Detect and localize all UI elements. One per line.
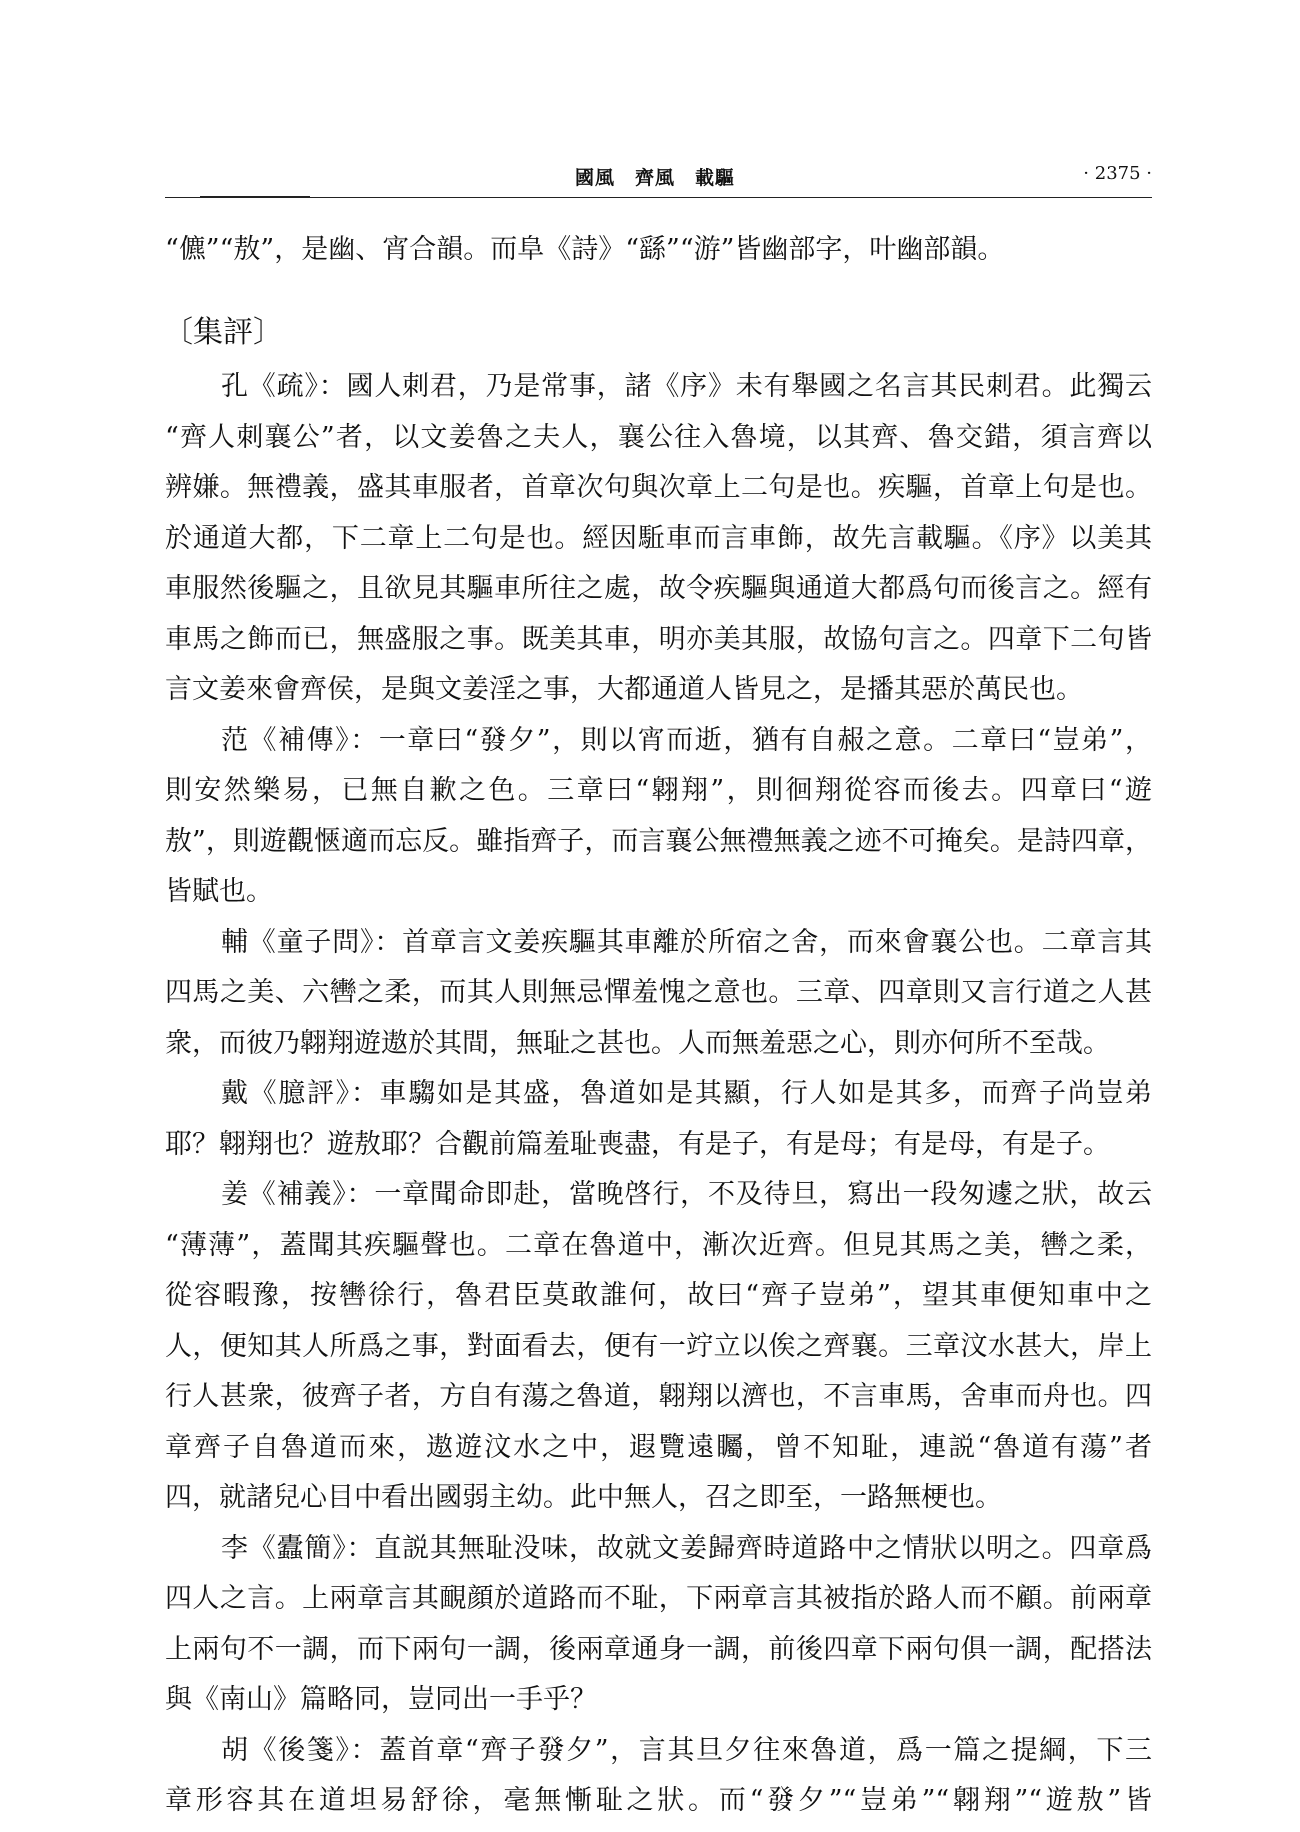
text-line: 於通道大都，下二章上二句是也。經因駈車而言車飾，故先言載驅。《序》以美其: [165, 522, 1152, 554]
header-rule-accent: [200, 196, 310, 198]
text-line: 從容暇豫，按轡徐行，魯君臣莫敢誰何，故曰“齊子豈弟”，望其車便知車中之: [165, 1280, 1152, 1311]
page-number: · 2375 ·: [1083, 163, 1152, 184]
header-rule: [165, 197, 1152, 198]
text-line: 輔《童子問》：首章言文姜疾驅其車離於所宿之舍，而來會襄公也。二章言其: [221, 926, 1152, 958]
commentary-paragraph: [165, 1529, 1152, 1731]
commentary-paragraph: [165, 1175, 1152, 1529]
text-line: “薄薄”，蓋聞其疾驅聲也。二章在魯道中，漸次近齊。但見其馬之美，轡之柔，: [165, 1229, 1152, 1261]
text-line: 皆賦也。: [165, 876, 273, 907]
commentary-paragraph: [165, 1731, 1152, 1832]
text-line: 四人之言。上兩章言其靦顔於道路而不耻，下兩章言其被指於路人而不顧。前兩章: [165, 1583, 1152, 1614]
commentary-paragraph: [165, 367, 1152, 721]
text-line: 與《南山》篇略同，豈同出一手乎？: [165, 1684, 597, 1715]
text-line: 范《補傳》：一章曰“發夕”，則以宵而逝，猶有自赧之意。二章曰“豈弟”，: [221, 724, 1152, 756]
text-line: 胡《後箋》：蓋首章“齊子發夕”，言其旦夕往來魯道，爲一篇之提綱，下三: [221, 1734, 1152, 1766]
text-line: 車服然後驅之，且欲見其驅車所往之處，故令疾驅與通道大都爲句而後言之。經有: [165, 573, 1152, 604]
text-line: 車馬之飾而已，無盛服之事。既美其車，明亦美其服，故協句言之。四章下二句皆: [165, 623, 1152, 655]
text-line: 敖”，則遊觀愜適而忘反。雖指齊子，而言襄公無禮無義之迹不可掩矣。是詩四章，: [165, 825, 1152, 857]
section-heading: 〔集評〕: [163, 315, 283, 350]
text-line: 衆，而彼乃翺翔遊遨於其間，無耻之甚也。人而無羞惡之心，則亦何所不至哉。: [165, 1027, 1110, 1059]
text-line: 人，便知其人所爲之事，對面看去，便有一竚立以俟之齊襄。三章汶水甚大，岸上: [165, 1330, 1152, 1362]
text-line: 四，就諸兒心目中看出國弱主幼。此中無人，召之即至，一路無梗也。: [165, 1482, 1002, 1513]
text-line: 耶？翺翔也？遊敖耶？合觀前篇羞耻喪盡，有是子，有是母；有是母，有是子。: [165, 1128, 1110, 1160]
text-line: 上兩句不一調，而下兩句一調，後兩章通身一調，前後四章下兩句俱一調，配搭法: [165, 1633, 1152, 1665]
text-line: 言文姜來會齊侯，是與文姜淫之事，大都通道人皆見之，是播其惡於萬民也。: [165, 674, 1083, 705]
text-line: “齊人刺襄公”者，以文姜魯之夫人，襄公往入魯境，以其齊、魯交錯，須言齊以: [165, 421, 1152, 453]
running-title: 國風 齊風 載驅: [574, 167, 735, 189]
text-line: 則安然樂易，已無自歉之色。三章曰“翺翔”，則徊翔從容而後去。四章曰“遊: [165, 775, 1152, 806]
continuation-line: “儦”“敖”，是幽、宵合韻。而阜《詩》“繇”“游”皆幽部字，叶幽部韻。: [165, 234, 1005, 265]
text-line: 行人甚衆，彼齊子者，方自有蕩之魯道，翺翔以濟也，不言車馬，舍車而舟也。四: [165, 1381, 1152, 1412]
text-line: 四馬之美、六轡之柔，而其人則無忌憚羞愧之意也。三章、四章則又言行道之人甚: [165, 977, 1152, 1008]
text-line: 李《蠹簡》：直説其無耻没味，故就文姜歸齊時道路中之情狀以明之。四章爲: [221, 1532, 1152, 1564]
text-line: 章齊子自魯道而來，遨遊汶水之中，遐覽遠矚，曾不知耻，連説“魯道有蕩”者: [165, 1431, 1152, 1463]
commentary-paragraph: [165, 721, 1152, 923]
text-line: 姜《補義》：一章聞命即赴，當晚啓行，不及待旦，寫出一段匆遽之狀，故云: [221, 1179, 1152, 1210]
text-line: 章形容其在道坦易舒徐，毫無慚耻之狀。而“發夕”“豈弟”“翺翔”“遊敖”皆: [165, 1785, 1152, 1816]
commentary-body: [165, 367, 1152, 1832]
text-line: 孔《疏》：國人刺君，乃是常事，諸《序》未有舉國之名言其民刺君。此獨云: [221, 371, 1152, 402]
text-line: 辨嫌。無禮義，盛其車服者，首章次句與次章上二句是也。疾驅，首章上句是也。: [165, 472, 1152, 503]
commentary-paragraph: [165, 1074, 1152, 1175]
text-line: 戴《臆評》：車騶如是其盛，魯道如是其顯，行人如是其多，而齊子尚豈弟: [221, 1078, 1152, 1109]
commentary-paragraph: [165, 923, 1152, 1075]
